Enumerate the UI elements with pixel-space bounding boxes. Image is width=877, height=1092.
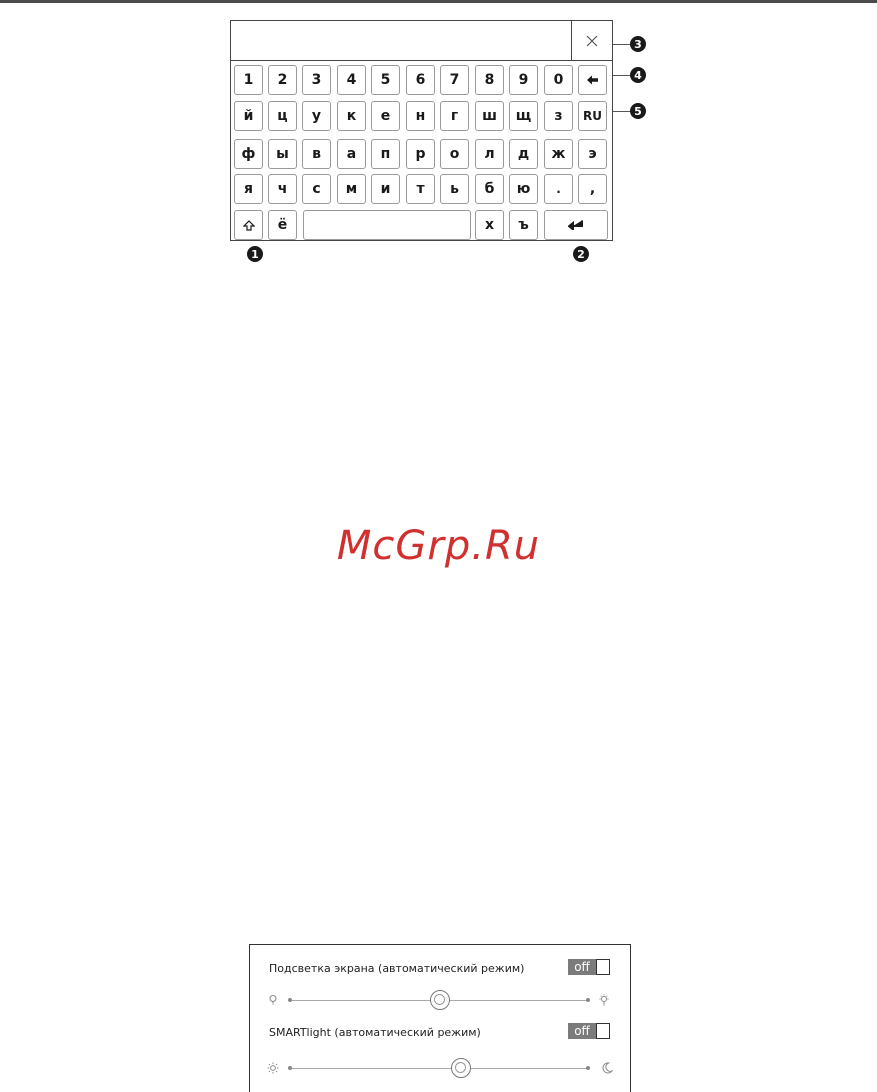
key[interactable]: о xyxy=(440,139,469,169)
key[interactable]: з xyxy=(544,101,573,131)
key[interactable]: б xyxy=(475,174,504,204)
key[interactable]: 9 xyxy=(509,65,538,95)
key[interactable]: ж xyxy=(544,139,573,169)
slider-end-dot xyxy=(288,998,292,1002)
callout-1: 1 xyxy=(247,246,263,262)
key[interactable]: ё xyxy=(268,210,297,240)
key[interactable]: 6 xyxy=(406,65,435,95)
sun-icon xyxy=(267,1062,279,1074)
key[interactable]: 2 xyxy=(268,65,297,95)
toggle-state-label: off xyxy=(568,959,596,975)
screen-light-toggle[interactable] xyxy=(568,959,610,975)
key[interactable]: е xyxy=(371,101,400,131)
on-screen-keyboard xyxy=(230,20,613,241)
key[interactable]: р xyxy=(406,139,435,169)
slider-end-dot xyxy=(586,998,590,1002)
screen-light-slider-handle[interactable] xyxy=(430,990,450,1010)
toggle-switch xyxy=(596,1023,610,1039)
close-button[interactable] xyxy=(572,21,612,61)
key[interactable]: й xyxy=(234,101,263,131)
key[interactable]: л xyxy=(475,139,504,169)
language-key[interactable]: RU xyxy=(578,101,607,131)
watermark: McGrp.Ru xyxy=(336,523,541,569)
enter-icon xyxy=(568,220,584,230)
callout-leader xyxy=(613,111,631,112)
shift-icon xyxy=(243,220,255,231)
moon-icon xyxy=(601,1062,613,1074)
screen-light-label: Подсветка экрана (автоматический режим) xyxy=(269,962,525,975)
key[interactable]: щ xyxy=(509,101,538,131)
key[interactable]: т xyxy=(406,174,435,204)
key[interactable]: 1 xyxy=(234,65,263,95)
key[interactable]: ш xyxy=(475,101,504,131)
callout-leader xyxy=(613,44,631,45)
slider-end-dot xyxy=(288,1066,292,1070)
key[interactable]: 3 xyxy=(302,65,331,95)
key[interactable]: ъ xyxy=(509,210,538,240)
key[interactable]: ц xyxy=(268,101,297,131)
bulb-dim-icon xyxy=(267,994,279,1006)
key[interactable]: 5 xyxy=(371,65,400,95)
key[interactable]: п xyxy=(371,139,400,169)
enter-key[interactable] xyxy=(544,210,608,240)
callout-5: 5 xyxy=(630,103,646,119)
top-rule xyxy=(0,0,877,3)
key[interactable]: 4 xyxy=(337,65,366,95)
key[interactable]: и xyxy=(371,174,400,204)
key[interactable]: 8 xyxy=(475,65,504,95)
key[interactable]: д xyxy=(509,139,538,169)
key[interactable]: к xyxy=(337,101,366,131)
toggle-switch xyxy=(596,959,610,975)
key[interactable]: г xyxy=(440,101,469,131)
text-input-field[interactable] xyxy=(231,21,572,61)
callout-2: 2 xyxy=(573,246,589,262)
key[interactable]: э xyxy=(578,139,607,169)
backspace-icon xyxy=(587,75,599,85)
toggle-state-label: off xyxy=(568,1023,596,1039)
key[interactable]: ю xyxy=(509,174,538,204)
key[interactable]: с xyxy=(302,174,331,204)
key[interactable]: я xyxy=(234,174,263,204)
key[interactable]: 7 xyxy=(440,65,469,95)
key[interactable]: а xyxy=(337,139,366,169)
callout-4: 4 xyxy=(630,67,646,83)
smartlight-toggle[interactable] xyxy=(568,1023,610,1039)
light-settings-panel xyxy=(249,944,631,1092)
key[interactable]: в xyxy=(302,139,331,169)
key[interactable]: х xyxy=(475,210,504,240)
bulb-bright-icon xyxy=(598,994,610,1006)
key[interactable]: , xyxy=(578,174,607,204)
key[interactable]: 0 xyxy=(544,65,573,95)
smartlight-slider-handle[interactable] xyxy=(451,1058,471,1078)
key[interactable]: . xyxy=(544,174,573,204)
key[interactable]: ь xyxy=(440,174,469,204)
backspace-key[interactable] xyxy=(578,65,607,95)
callout-3: 3 xyxy=(630,36,646,52)
key[interactable]: у xyxy=(302,101,331,131)
callout-leader xyxy=(613,75,631,76)
key[interactable]: м xyxy=(337,174,366,204)
slider-end-dot xyxy=(586,1066,590,1070)
key[interactable]: н xyxy=(406,101,435,131)
key[interactable]: ф xyxy=(234,139,263,169)
smartlight-label: SMARTlight (автоматический режим) xyxy=(269,1026,481,1039)
close-icon xyxy=(586,35,598,47)
key[interactable]: ы xyxy=(268,139,297,169)
space-key[interactable] xyxy=(303,210,471,240)
smartlight-slider[interactable] xyxy=(290,1068,590,1069)
key[interactable]: ч xyxy=(268,174,297,204)
shift-key[interactable] xyxy=(234,210,263,240)
